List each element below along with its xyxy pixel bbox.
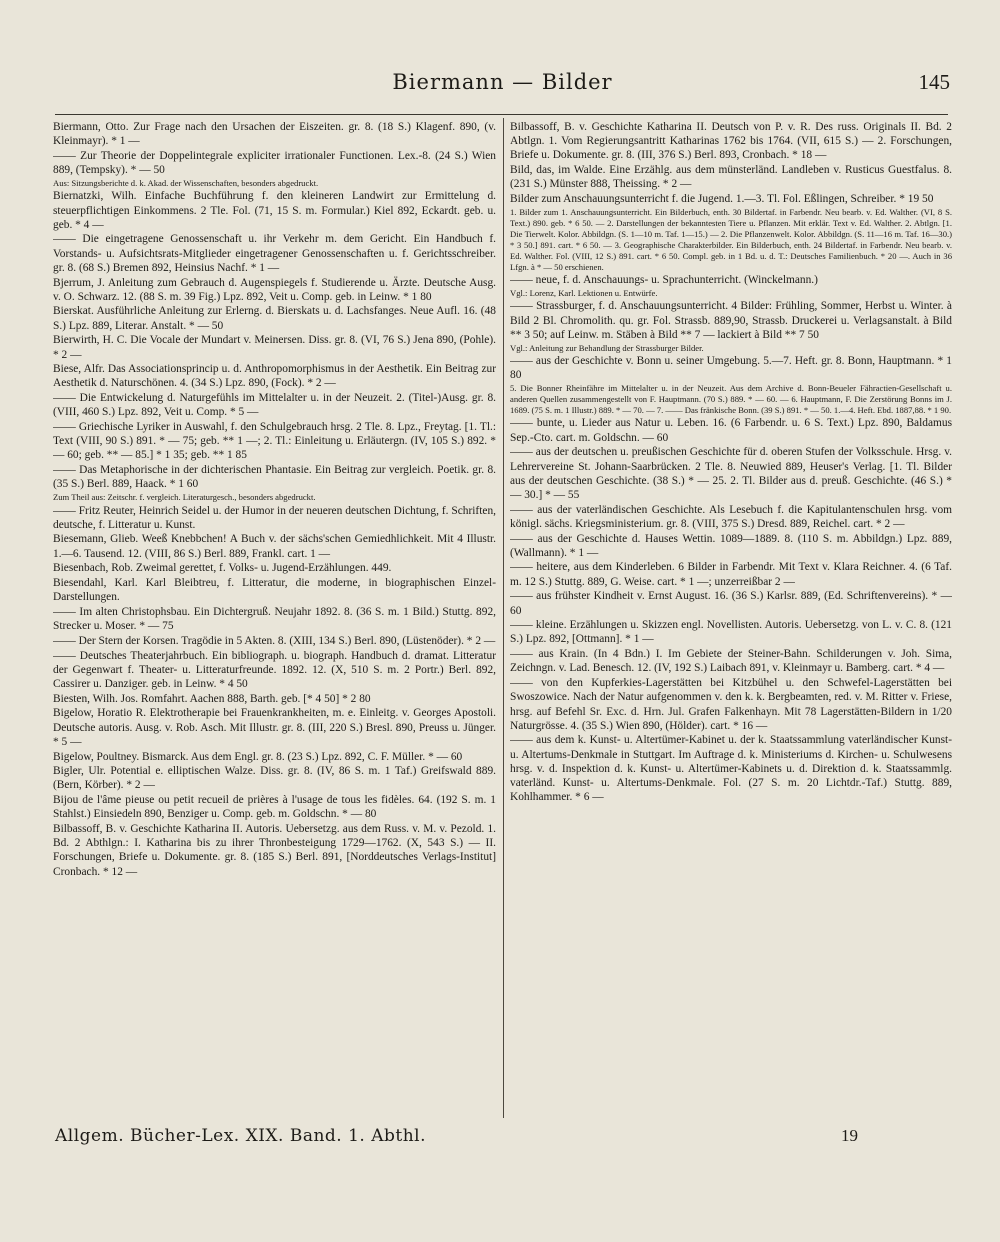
index-entry: Bilbassoff, B. v. Geschichte Katharina II. Deutsch von P. v. R. Des russ. Originals II. Bd. 2 Abtlgn. 1. Vom Regierungsantritt Katharinas 1762 bis 1764. (VII, 615 S.) — 2. Forschungen, Briefe u. Dokumente. gr. 8. (III, 376 S.) Berl. 893, Cronbach. * 18 — <box>510 121 952 162</box>
index-entry: Bigler, Ulr. Potential e. elliptischen Walze. Diss. gr. 8. (IV, 86 S. m. 1 Taf.) Greifswald 889. (Bern, Körber). * 2 — <box>53 765 496 792</box>
page-footer <box>55 1126 950 1148</box>
index-entry: —— aus Krain. (In 4 Bdn.) I. Im Gebiete der Steiner-Bahn. Schilderungen v. Joh. Sima, Zeichngn. v. Lad. Benesch. 12. (IV, 192 S.) Laibach 891, v. Kleinmayr u. Bamberg. cart. * 4 — <box>510 648 952 675</box>
index-entry: —— Die eingetragene Genossenschaft u. ihr Verkehr m. dem Gericht. Ein Handbuch f. Vorstands- u. Aufsichtsrats-Mitglieder eingetragener Genossenschaften u. f. Gerichtsschreiber. gr. 8. (68 S.) Bremen 892, Heinsius Nachf. * 1 — <box>53 233 496 274</box>
index-entry: Vgl.: Anleitung zur Behandlung der Strassburger Bilder. <box>510 342 704 353</box>
page-header <box>55 70 950 104</box>
index-entry: 5. Die Bonner Rheinfähre im Mittelalter u. in der Neuzeit. Aus dem Archive d. Bonn-Beueler Fähractien-Gesellschaft u. anderen Quellen zusammengestellt von F. Hauptmann. (70 S.) 889. * — 60. — 6. Hauptmann, F. Die Zerstörung Bonns im J. 1689. (75 S. m. 1 Illustr.) 889. * — 70. — 7. —— Das fränkische Bonn. (39 S.) 891. * — 50. 1.—4. Heft. Ebd. 1887,88. * 1 90. <box>510 382 952 415</box>
index-entry: —— neue, f. d. Anschauungs- u. Sprachunterricht. (Winckelmann.) <box>510 274 818 287</box>
index-entry: Bierskat. Ausführliche Anleitung zur Erlerng. d. Bierskats u. d. Lachsfanges. Neue Aufl. 16. (48 S.) Lpz. 889, Literar. Anstalt. * — 50 <box>53 305 496 332</box>
index-entry: —— Im alten Christophsbau. Ein Dichtergruß. Neujahr 1892. 8. (36 S. m. 1 Bild.) Stuttg. 892, Strecker u. Moser. * — 75 <box>53 606 496 633</box>
index-entry: Bigelow, Horatio R. Elektrotherapie bei Frauenkrankheiten, m. e. Einleitg. v. Georges Apostoli. Deutsche autoris. Ausg. v. Rob. Asch. Mit Illustr. gr. 8. (III, 220 S.) Bresl. 890, Preuss u. Jünger. * 5 — <box>53 707 496 748</box>
footer-volume: Allgem. Bücher-Lex. XIX. Band. 1. Abthl. <box>55 1126 427 1146</box>
index-entry: —— aus der Geschichte d. Hauses Wettin. 1089—1889. 8. (110 S. m. Abbildgn.) Lpz. 889, (Wallmann). * 1 — <box>510 532 952 559</box>
page-number: 145 <box>918 70 950 94</box>
index-entry: —— Griechische Lyriker in Auswahl, f. den Schulgebrauch hrsg. 2 Tle. 8. Lpz., Freytag. [1. Tl.: Text (VIII, 90 S.) 891. * — 75; geb. ** 1 —; 2. Tl.: Einleitung u. Erläutergn. (IV, 105 S.) 892. * — 60; geb. ** — 85.] * 1 35; geb. ** 1 85 <box>53 421 496 462</box>
index-entry: Bilder zum Anschauungsunterricht f. die Jugend. 1.—3. Tl. Fol. Eßlingen, Schreiber. * 19 50 <box>510 193 934 206</box>
index-entry: —— heitere, aus dem Kinderleben. 6 Bilder in Farbendr. Mit Text v. Klara Reichner. 4. (6 Taf. m. 12 S.) Stuttg. 889, G. Weise. cart. * 1 —; unzerreißbar 2 — <box>510 561 952 588</box>
index-entry: —— Strassburger, f. d. Anschauungsunterricht. 4 Bilder: Frühling, Sommer, Herbst u. Winter. à Bild 2 Bl. Chromolith. qu. gr. Fol. Strassb. 889,90, Strassb. Druckerei u. Verlagsanstalt. à Bild ** 3 50; auf Leinw. m. Stäben à Bild ** 7 — lackiert à Bild ** 7 50 <box>510 300 952 341</box>
running-title: Biermann — Bilder <box>392 70 613 94</box>
index-entry: —— Die Entwickelung d. Naturgefühls im Mittelalter u. in der Neuzeit. 2. (Titel-)Ausg. gr. 8. (VIII, 460 S.) Lpz. 892, Veit u. Comp. * 5 — <box>53 392 496 419</box>
index-entry: —— von den Kupferkies-Lagerstätten bei Kitzbühel u. den Schwefel-Lagerstätten bei Swoszowice. Nach der Natur aufgenommen v. den k. k. Bergbeamten, red. v. M. Ritter v. Friese, hrsg. auf Befehl Sr. Exc. d. Hrn. Jul. Grafen Falkenhayn. Mit 78 Lagerstätten-Bildern in 1/20 Naturgrösse. 4. (35 S.) Wien 890, (Hölder). cart. * 16 — <box>510 677 952 732</box>
index-entry: —— aus der Geschichte v. Bonn u. seiner Umgebung. 5.—7. Heft. gr. 8. Bonn, Hauptmann. * 1 80 <box>510 355 952 382</box>
index-entry: Bijou de l'âme pieuse ou petit recueil de prières à l'usage de tous les fidèles. 64. (192 S. m. 1 Stahlst.) Einsiedeln 890, Benziger u. Comp. geb. m. Goldschn. * — 80 <box>53 794 496 821</box>
index-entry: —— Fritz Reuter, Heinrich Seidel u. der Humor in der neueren deutschen Dichtung, f. Schriften, deutsche, f. Litteratur u. Kunst. <box>53 504 496 531</box>
index-entry: —— aus der vaterländischen Geschichte. Als Lesebuch f. die Kapitulantenschulen hrsg. vom königl. sächs. Kriegsministerium. gr. 8. (VIII, 375 S.) Dresd. 889, Reichel. cart. * 2 — <box>510 503 952 530</box>
signature-mark: 19 <box>841 1126 858 1145</box>
index-entry: Vgl.: Lorenz, Karl. Lektionen u. Entwürfe. <box>510 287 658 298</box>
index-entry: —— Zur Theorie der Doppelintegrale expliciter irrationaler Functionen. Lex.-8. (24 S.) Wien 889, (Tempsky). * — 50 <box>53 149 496 177</box>
index-entry: —— bunte, u. Lieder aus Natur u. Leben. 16. (6 Farbendr. u. 6 S. Text.) Lpz. 890, Baldamus Sep.-Cto. cart. m. Goldschn. — 60 <box>510 417 952 444</box>
index-entry: —— Das Metaphorische in der dichterischen Phantasie. Ein Beitrag zur vergleich. Poetik. gr. 8. (35 S.) Berl. 889, Haack. * 1 60 <box>53 464 496 491</box>
index-entry: Bjerrum, J. Anleitung zum Gebrauch d. Augenspiegels f. Studierende u. Ärzte. Deutsche Ausg. v. O. Schwarz. 12. (88 S. m. 39 Fig.) Lpz. 892, Veit u. Comp. geb. in Leinw. * 1 80 <box>53 276 496 303</box>
right-column <box>510 120 952 1120</box>
index-entry: Zum Theil aus: Zeitschr. f. vergleich. Literaturgesch., besonders abgedruckt. <box>53 492 316 503</box>
left-column <box>53 120 496 1120</box>
column-divider <box>503 118 504 1118</box>
index-entry: —— Der Stern der Korsen. Tragödie in 5 Akten. 8. (XIII, 134 S.) Berl. 890, (Lüstenöder). * 2 — <box>53 634 496 647</box>
index-entry: —— aus der deutschen u. preußischen Geschichte für d. oberen Stufen der Volksschule. Hrsg. v. Lehrervereine St. Johann-Saarbrücken. 2 Tle. 8. Neuwied 889, Heuser's Verlag. [1. Tl. Bilder aus der deutschen Geschichte. (38 S.) * — 25. 2. Tl. Bilder aus d. preuß. Geschichte. (46 S.) * — 30.] * — 55 <box>510 446 952 501</box>
index-entry: Biesenbach, Rob. Zweimal gerettet, f. Volks- u. Jugend-Erzählungen. 449. <box>53 562 392 575</box>
index-entry: Biermann, Otto. Zur Frage nach den Ursachen der Eiszeiten. gr. 8. (18 S.) Klagenf. 890, (v. Kleinmayr). * 1 — <box>53 121 496 148</box>
index-entry: Aus: Sitzungsberichte d. k. Akad. der Wissenschaften, besonders abgedruckt. <box>53 177 319 188</box>
index-entry: Biesendahl, Karl. Karl Bleibtreu, f. Litteratur, die moderne, in biographischen Einzel-Darstellungen. <box>53 577 496 604</box>
index-entry: —— aus frühster Kindheit v. Ernst August. 16. (36 S.) Karlsr. 889, (Ed. Schriftenvereins). * — 60 <box>510 590 952 617</box>
index-entry: Bierwirth, H. C. Die Vocale der Mundart v. Meinersen. Diss. gr. 8. (VI, 76 S.) Jena 890, (Pohle). * 2 — <box>53 334 496 361</box>
index-entry: Biesten, Wilh. Jos. Romfahrt. Aachen 888, Barth. geb. [* 4 50] * 2 80 <box>53 692 371 705</box>
index-entry: Biernatzki, Wilh. Einfache Buchführung f. den kleineren Landwirt zur Ermittelung d. steuerpflichtigen Einkommens. 2 Tle. Fol. (71, 15 S. m. Formular.) Kiel 892, Eckardt. geb. u. geb. * 4 — <box>53 190 496 231</box>
header-rule <box>55 114 948 115</box>
index-entry: Bilbassoff, B. v. Geschichte Katharina II. Autoris. Uebersetzg. aus dem Russ. v. M. v. Pezold. 1. Bd. 2 Abthlgn.: I. Katharina bis zu ihrer Thronbesteigung 1729—1762. (X, 543 S.) — II. Forschungen, Briefe u. Dokumente. gr. 8. (185 S.) Berl. 891, [Norddeutsches Verlags-Institut] Cronbach. * 12 — <box>53 823 496 878</box>
index-entry: —— kleine. Erzählungen u. Skizzen engl. Novellisten. Autoris. Uebersetzg. von L. v. C. 8. (121 S.) Lpz. 892, [Ottmann]. * 1 — <box>510 619 952 646</box>
index-entry: Biesemann, Glieb. Weeß Knebbchen! A Buch v. der sächs'schen Gemiedhlichkeit. Mit 4 Illustr. 1.—6. Tausend. 12. (VIII, 86 S.) Berl. 889, Frankl. cart. 1 — <box>53 533 496 560</box>
index-entry: —— Deutsches Theaterjahrbuch. Ein bibliograph. u. biograph. Handbuch d. dramat. Litteratur der Gegenwart f. Theater- u. Litteraturfreunde. 1892. 12. (X, 510 S. m. 2 Portr.) Berl. 892, Cassirer u. Danziger. geb. in Leinw. * 4 50 <box>53 649 496 691</box>
index-entry: Bild, das, im Walde. Eine Erzählg. aus dem münsterländ. Landleben v. Rusticus Guestfalus. 8. (231 S.) Münster 888, Theissing. * 2 — <box>510 164 952 191</box>
index-entry: Bigelow, Poultney. Bismarck. Aus dem Engl. gr. 8. (23 S.) Lpz. 892, C. F. Müller. * — 60 <box>53 750 463 763</box>
index-entry: Biese, Alfr. Das Associationsprincip u. d. Anthropomorphismus in der Aesthetik. Ein Beitrag zur Aesthetik d. Naturschönen. 4. (34 S.) Lpz. 890, (Fock). * 2 — <box>53 363 496 390</box>
index-entry: 1. Bilder zum 1. Anschauungsunterricht. Ein Bilderbuch, enth. 30 Bildertaf. in Farbendr. Neu bearb. v. Ed. Walther. (VI, 8 S. Text.) 890. geb. * 6 50. — 2. Darstellungen der bekanntesten Tiere u. Pflanzen. Mit erklär. Text v. Ed. Walther. 2. Abtlgn. [1. Die Tierwelt. Kolor. Abbildgn. (S. 1—10 m. Taf. 1—15.) — 2. Die Pflanzenwelt. Kolor. Abbildgn. (S. 11—16 m. Taf. 16—30.) * 3 50.] 891. cart. * 6 50. — 3. Geographische Charakterbilder. Ein Bilderbuch, enth. 24 Bildertaf. in Farbendr. Neu bearb. v. Ed. Walther. Fol. (VIII, 12 S.) 891. cart. * 6 50. Compl. geb. in 1 Bd. u. d. T.: Deutsches Familienbuch. * 20 —. Auch in 36 Lfgn. à * — 50 erschienen. <box>510 206 952 272</box>
index-entry: —— aus dem k. Kunst- u. Altertümer-Kabinet u. der k. Staatssammlung vaterländischer Kunst- u. Altertums-Denkmale in Stuttgart. Im Auftrage d. k. Ministeriums d. Kirchen- u. Schulwesens hrsg. v. d. Inspektion d. k. Kunst- u. Altertümer-Kabinets u. d. Direktion d. k. Staatssammlg. vaterländ. Kunst- u. Altertums-Denkmale. Fol. (27 S. m. 20 Lichtdr.-Taf.) Stuttg. 889, Kohlhammer. * 6 — <box>510 734 952 804</box>
